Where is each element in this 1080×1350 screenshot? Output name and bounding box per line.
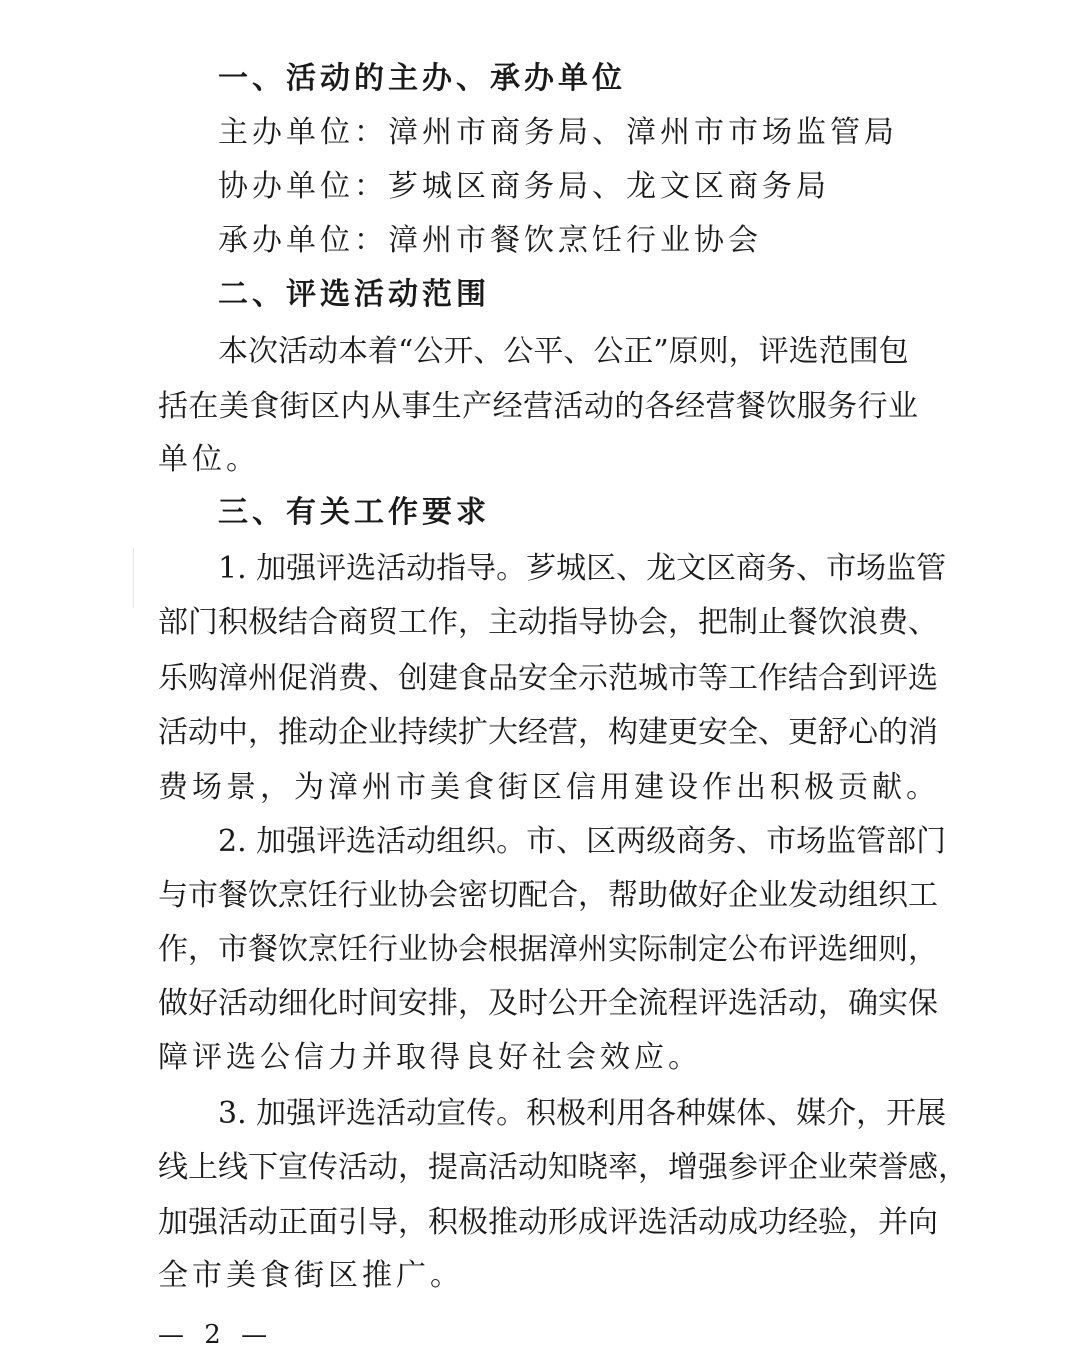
paragraph-line: 费场景，为漳州市美食街区信用建设作出积极贡献。 bbox=[158, 770, 940, 805]
section-heading-requirements: 三、有关工作要求 bbox=[218, 495, 490, 530]
host-unit-line: 主办单位：漳州市商务局、漳州市市场监管局 bbox=[218, 115, 898, 150]
section-heading-organizers: 一、活动的主办、承办单位 bbox=[218, 61, 626, 96]
organizer-unit-line: 承办单位：漳州市餐饮烹饪行业协会 bbox=[218, 223, 762, 258]
paragraph-line: 做好活动细化时间安排，及时公开全流程评选活动，确实保 bbox=[158, 986, 938, 1021]
paragraph-line: 乐购漳州促消费、创建食品安全示范城市等工作结合到评选 bbox=[158, 661, 938, 696]
paragraph-line: 作，市餐饮烹饪行业协会根据漳州实际制定公布评选细则， bbox=[158, 932, 938, 967]
paragraph-line: 障评选公信力并取得良好社会效应。 bbox=[158, 1040, 702, 1075]
paragraph-line: 加强活动正面引导，积极推动形成评选活动成功经验，并向 bbox=[158, 1205, 938, 1240]
paragraph-line: 1. 加强评选活动指导。芗城区、龙文区商务、市场监管 bbox=[218, 551, 947, 586]
paragraph-line: 与市餐饮烹饪行业协会密切配合，帮助做好企业发动组织工 bbox=[158, 878, 938, 913]
page-number: — 2 — bbox=[158, 1320, 274, 1350]
paragraph-line: 单位。 bbox=[158, 442, 260, 477]
paragraph-line: 3. 加强评选活动宣传。积极利用各种媒体、媒介，开展 bbox=[218, 1096, 947, 1131]
paragraph-line: 活动中，推动企业持续扩大经营，构建更安全、更舒心的消 bbox=[158, 715, 938, 750]
co-host-unit-line: 协办单位：芗城区商务局、龙文区商务局 bbox=[218, 169, 830, 204]
paragraph-line: 括在美食街区内从事生产经营活动的各经营餐饮服务行业 bbox=[158, 389, 918, 424]
margin-rule bbox=[133, 548, 134, 608]
section-heading-scope: 二、评选活动范围 bbox=[218, 277, 490, 312]
paragraph-line: 2. 加强评选活动组织。市、区两级商务、市场监管部门 bbox=[218, 824, 947, 859]
paragraph-line: 全市美食街区推广。 bbox=[158, 1258, 464, 1293]
paragraph-line: 线上线下宣传活动，提高活动知晓率，增强参评企业荣誉感， bbox=[158, 1150, 968, 1185]
paragraph-line: 部门积极结合商贸工作，主动指导协会，把制止餐饮浪费、 bbox=[158, 605, 938, 640]
paragraph-line: 本次活动本着“公开、公平、公正”原则，评选范围包 bbox=[218, 334, 909, 369]
